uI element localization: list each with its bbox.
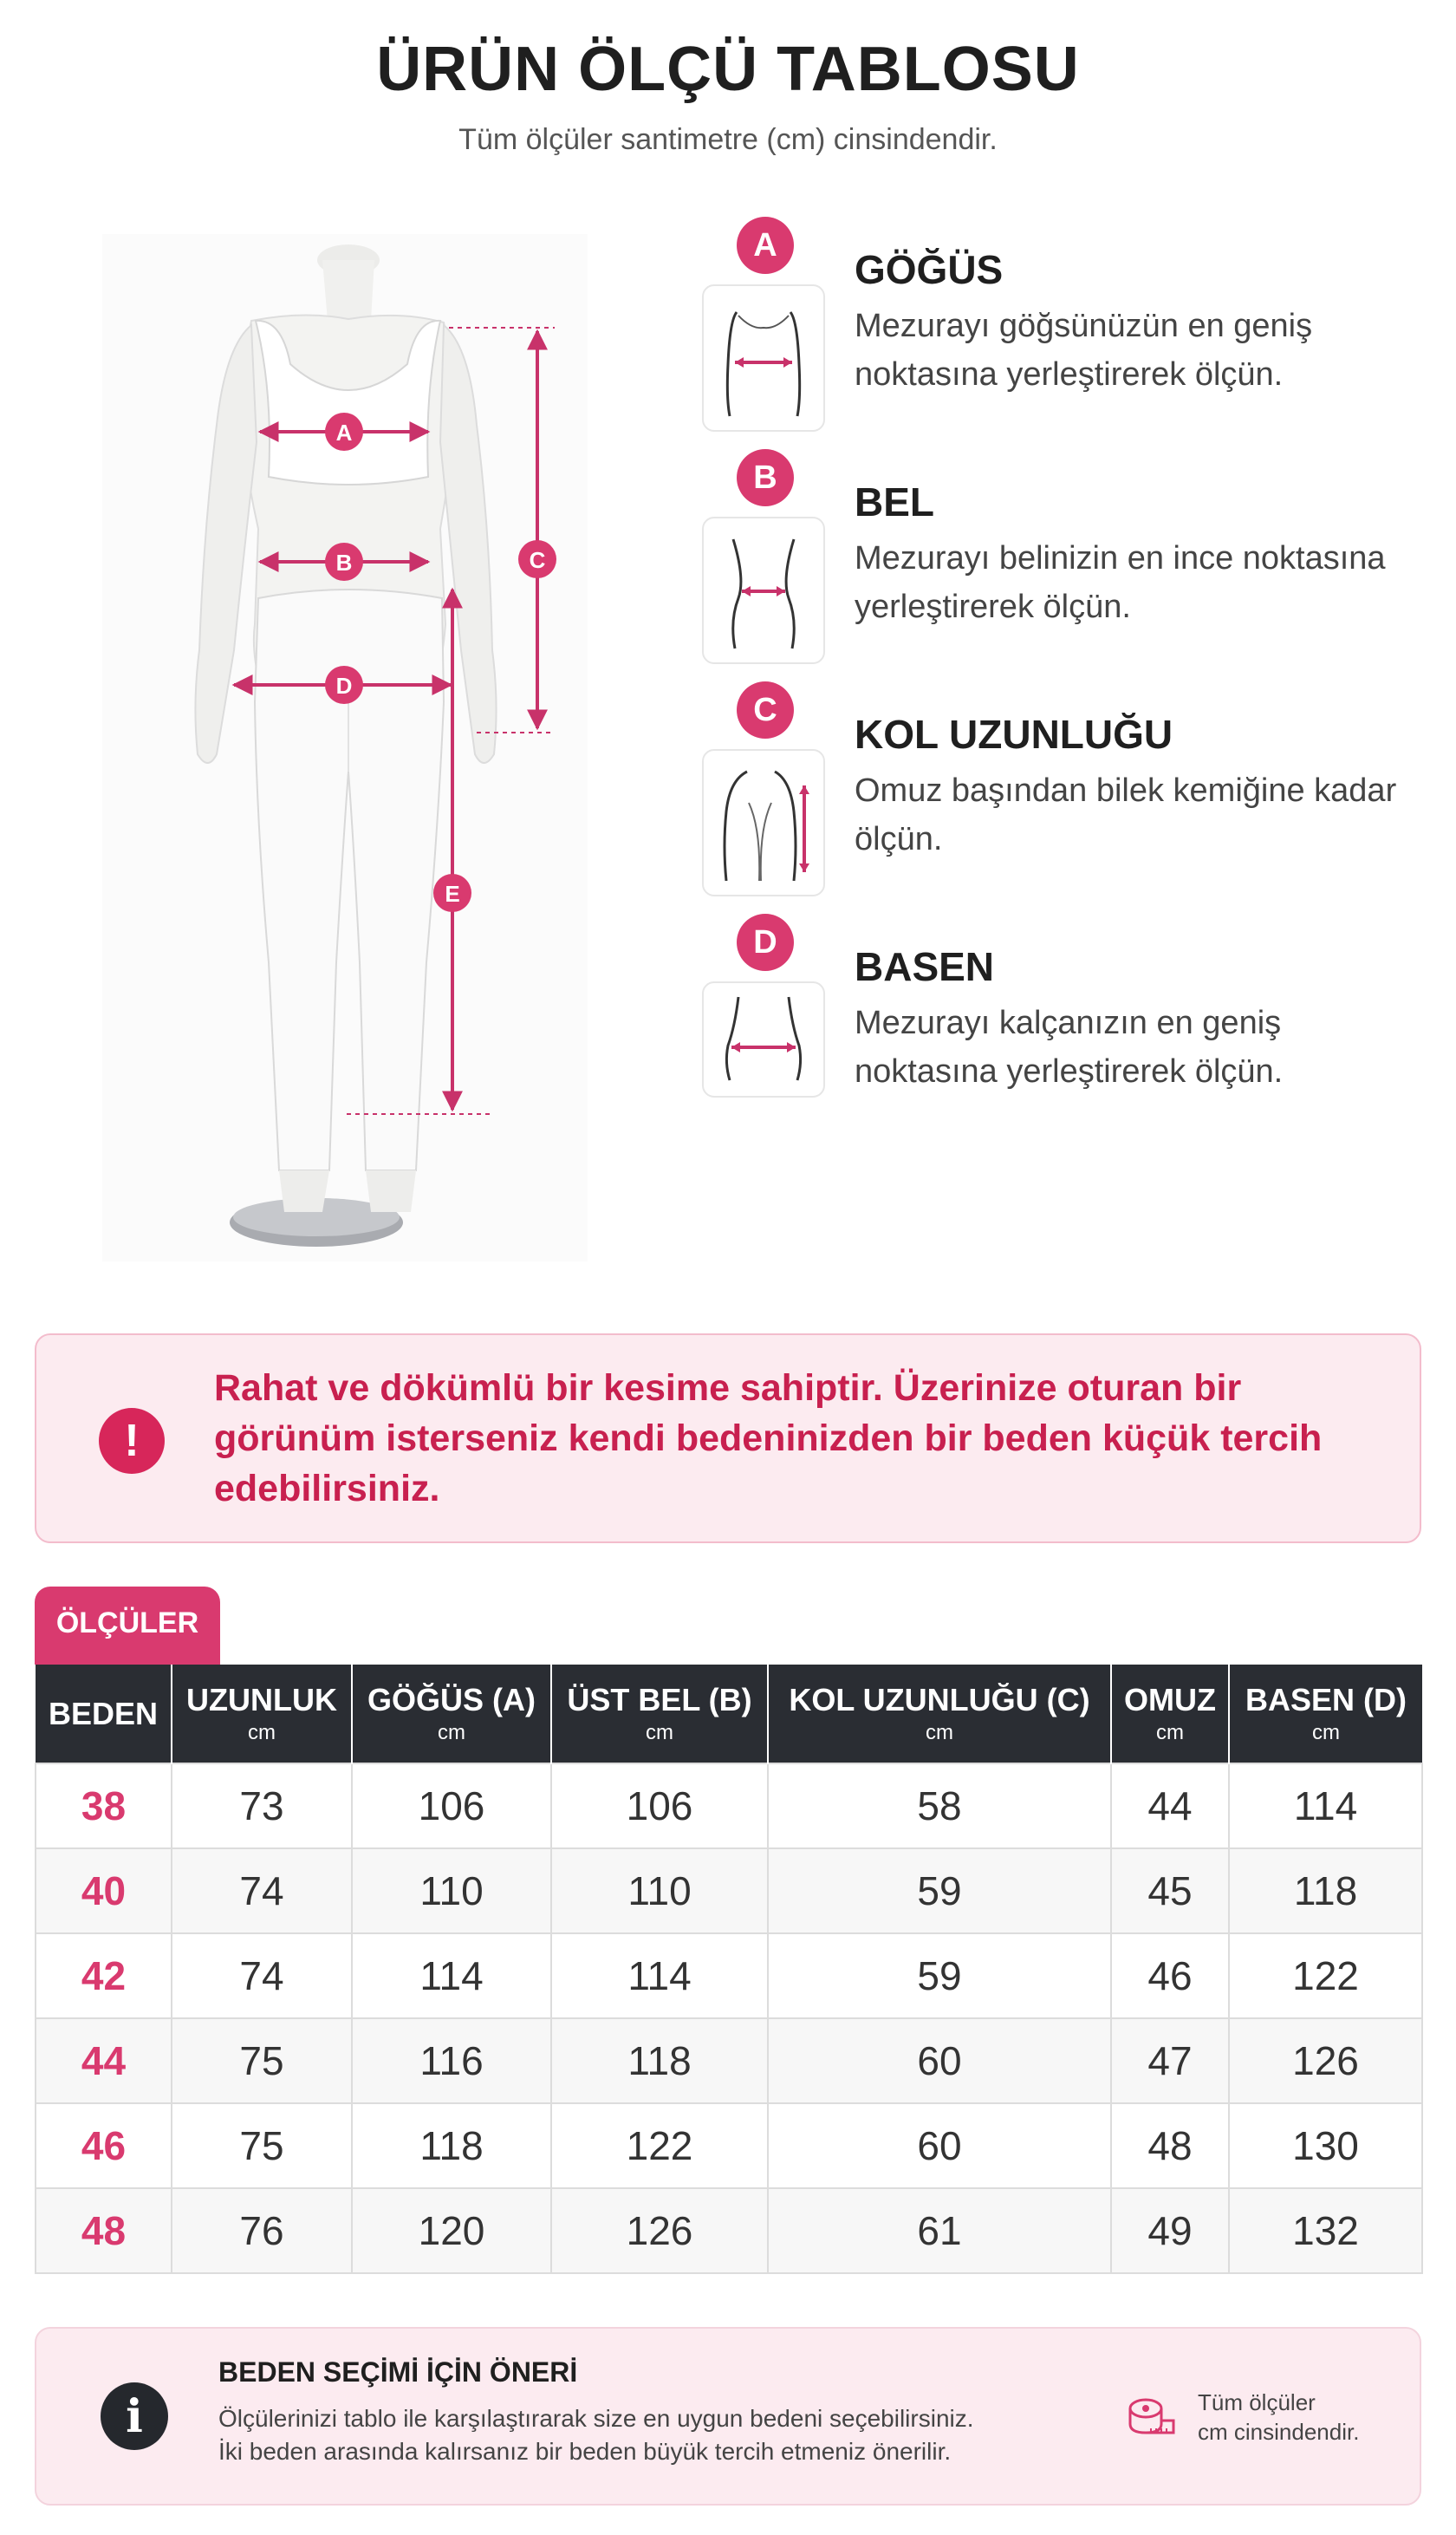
advice-line-1: Ölçülerinizi tablo ile karşılaştırarak size en uygun bedeni seçebilirsiniz. [218,2405,974,2432]
fit-notice [35,1333,1421,1543]
table-cell: 74 [172,1933,352,2018]
table-cell: 74 [172,1848,352,1933]
marker-d: D [335,673,353,699]
table-tag: ÖLÇÜLER [35,1587,220,1665]
guide-item-waist [702,449,1421,681]
table-cell: 132 [1229,2188,1422,2273]
table-cell: 106 [352,1763,551,1848]
table-cell: 106 [551,1763,768,1848]
waist-measure-icon [702,517,825,664]
table-cell: 44 [1111,1763,1229,1848]
table-cell: 122 [1229,1933,1422,2018]
table-cell: 126 [1229,2018,1422,2103]
table-cell: 75 [172,2103,352,2188]
table-cell: 60 [768,2103,1111,2188]
table-row [36,2103,1422,2188]
guide-name-arm: KOL UZUNLUĞU [855,712,1173,757]
guide-name-chest: GÖĞÜS [855,247,1004,292]
notice-text: Rahat ve dökümlü bir kesime sahiptir. Üzerinize oturan bir görünüm isterseniz kendi bedeninizden bir beden küçük tercih edebilirsiniz. [214,1367,1323,1509]
mannequin-illustration [95,217,598,1266]
table-cell: 61 [768,2188,1111,2273]
size-cell: 40 [36,1848,172,1933]
column-header: UZUNLUK cm [172,1665,352,1763]
measuring-tape-icon [1125,2391,1177,2443]
column-header: BEDEN [36,1665,172,1763]
table-cell: 58 [768,1763,1111,1848]
table-row [36,2018,1422,2103]
size-cell: 48 [36,2188,172,2273]
table-row [36,1848,1422,1933]
guide-desc-hip: Mezurayı kalçanızın en geniş noktasına yerleştirerek ölçün. [855,1005,1284,1090]
chest-measure-icon [702,284,825,432]
table-cell: 114 [352,1933,551,2018]
marker-c: C [529,547,546,573]
guide-item-chest [702,217,1421,449]
guide-name-hip: BASEN [855,944,995,989]
column-header: KOL UZUNLUĞU (C) cm [768,1665,1111,1763]
guide-badge-d: D [737,914,794,971]
size-cell: 46 [36,2103,172,2188]
table-cell: 76 [172,2188,352,2273]
table-row [36,2188,1422,2273]
table-cell: 49 [1111,2188,1229,2273]
size-table [35,1665,1423,2274]
table-cell: 118 [1229,1848,1422,1933]
table-cell: 120 [352,2188,551,2273]
measurement-guide [702,217,1421,1146]
advice-title: BEDEN SEÇİMİ İÇİN ÖNERİ [218,2356,578,2388]
size-cell: 42 [36,1933,172,2018]
guide-name-waist: BEL [855,479,934,525]
table-cell: 110 [551,1848,768,1933]
table-row [36,1763,1422,1848]
column-header: BASEN (D) cm [1229,1665,1422,1763]
arm-length-measure-icon [702,749,825,896]
table-row [36,1933,1422,2018]
advice-note-line-1: Tüm ölçüler [1198,2389,1316,2415]
table-cell: 46 [1111,1933,1229,2018]
marker-b: B [335,550,353,576]
table-cell: 47 [1111,2018,1229,2103]
page-title: ÜRÜN ÖLÇÜ TABLOSU [376,35,1080,104]
table-header-row [36,1665,1422,1763]
size-cell: 44 [36,2018,172,2103]
table-cell: 118 [352,2103,551,2188]
table-cell: 59 [768,1848,1111,1933]
page-header [0,31,1456,157]
info-icon: i [101,2382,168,2450]
table-cell: 45 [1111,1848,1229,1933]
hip-measure-icon [702,981,825,1098]
advice-note [1198,2388,1388,2447]
marker-e: E [445,881,460,907]
table-cell: 118 [551,2018,768,2103]
column-header: GÖĞÜS (A) cm [352,1665,551,1763]
table-cell: 73 [172,1763,352,1848]
page-subtitle: Tüm ölçüler santimetre (cm) cinsindendir. [458,123,998,156]
column-header: OMUZ cm [1111,1665,1229,1763]
table-cell: 60 [768,2018,1111,2103]
size-cell: 38 [36,1763,172,1848]
table-cell: 126 [551,2188,768,2273]
marker-a: A [335,420,353,446]
table-cell: 130 [1229,2103,1422,2188]
table-cell: 75 [172,2018,352,2103]
guide-badge-c: C [737,681,794,739]
guide-desc-chest: Mezurayı göğsünüzün en geniş noktasına yerleştirerek ölçün. [855,308,1313,393]
size-advice-box [35,2327,1421,2506]
exclamation-icon: ! [99,1408,165,1474]
column-header: ÜST BEL (B) cm [551,1665,768,1763]
guide-badge-b: B [737,449,794,506]
advice-line-2: İki beden arasında kalırsanız bir beden büyük tercih etmeniz önerilir. [218,2438,952,2465]
guide-item-hip [702,914,1421,1146]
table-cell: 114 [1229,1763,1422,1848]
table-cell: 116 [352,2018,551,2103]
advice-note-line-2: cm cinsindendir. [1198,2419,1360,2445]
table-cell: 122 [551,2103,768,2188]
table-cell: 48 [1111,2103,1229,2188]
guide-item-arm [702,681,1421,914]
guide-desc-arm: Omuz başından bilek kemiğine kadar ölçün. [855,772,1397,857]
table-cell: 59 [768,1933,1111,2018]
guide-badge-a: A [737,217,794,274]
table-cell: 110 [352,1848,551,1933]
mannequin-figure [95,217,598,1266]
guide-desc-waist: Mezurayı belinizin en ince noktasına yerleştirerek ölçün. [855,540,1386,625]
table-cell: 114 [551,1933,768,2018]
